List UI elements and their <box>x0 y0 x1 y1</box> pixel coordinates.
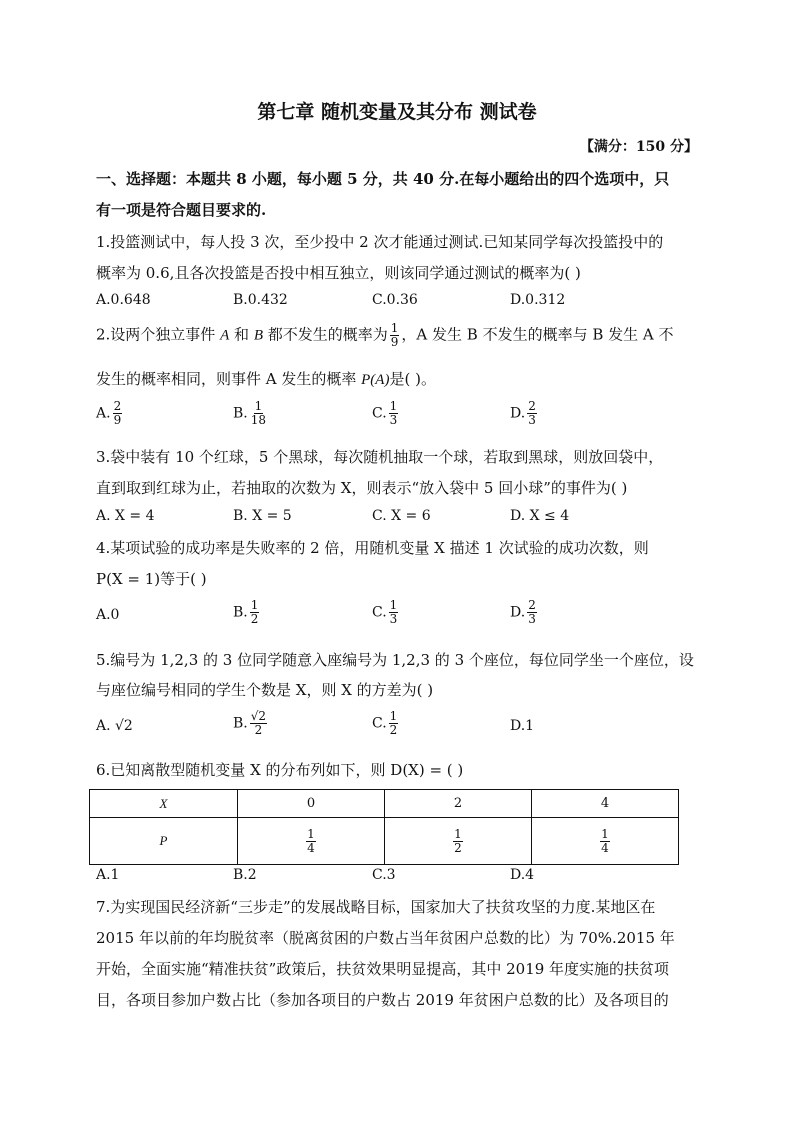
table-cell: 2 <box>385 790 532 818</box>
q3-stem-line1: 3.袋中装有 10 个红球，5 个黑球，每次随机抽取一个球，若取到黑球，则放回袋中， <box>96 448 664 466</box>
q2-stem-line1 <box>96 322 674 349</box>
fraction-denominator: 3 <box>528 612 536 626</box>
option-letter: C. <box>372 405 387 422</box>
q5-option-d: D.1 <box>510 718 535 734</box>
q2-var-a: A <box>220 327 230 344</box>
table-row <box>90 818 679 865</box>
q2-text-pre: 2.设两个独立事件 <box>96 325 221 344</box>
q2-line2-text: 发生的概率相同，则事件 A 发生的概率 <box>96 370 362 388</box>
q2-text-mid2: 都不发生的概率为 <box>262 325 388 344</box>
q2-option-b <box>233 400 269 427</box>
q1-option-a: A.0.648 <box>96 292 151 308</box>
probability-fraction <box>306 828 316 855</box>
q3-stem-line2: 直到取到红球为止，若抽取的次数为 X，则表示“放入袋中 5 回小球”的事件为( ) <box>96 479 628 497</box>
table-cell: 4 <box>532 790 679 818</box>
option-letter: C. <box>372 604 387 621</box>
fraction-denominator: 18 <box>250 413 267 427</box>
option-letter: C. <box>372 715 387 732</box>
fraction-numerator: 1 <box>307 826 315 841</box>
table-header-p: P <box>90 818 238 865</box>
q2-option-d-fraction <box>527 400 537 427</box>
q7-stem-line3: 开始，全面实施“精准扶贫”政策后，扶贫效果明显提高，其中 2019 年度实施的扶贫项 <box>96 960 670 978</box>
option-letter: D. <box>510 604 526 621</box>
q2-option-b-fraction <box>250 400 267 427</box>
fraction-denominator: 3 <box>389 612 398 626</box>
q4-option-a: A.0 <box>96 607 120 623</box>
fraction-numerator: 1 <box>454 826 462 841</box>
q2-stem-line2 <box>96 368 436 389</box>
option-letter: B. <box>233 715 248 732</box>
q4-stem-line1: 4.某项试验的成功率是失败率的 2 倍，用随机变量 X 描述 1 次试验的成功次数，则 <box>96 539 649 557</box>
q7-stem-line2: 2015 年以前的年均脱贫率（脱离贫困的户数占当年贫困户总数的比）为 70%.2015 年 <box>96 929 675 947</box>
option-letter: B. <box>233 604 248 621</box>
q5-option-b <box>233 710 269 737</box>
q3-option-d: D. X ≤ 4 <box>510 508 570 524</box>
fraction-numerator: 2 <box>113 399 122 413</box>
fraction-denominator: 9 <box>390 335 399 349</box>
q2-fraction <box>390 322 400 349</box>
fraction-numerator: 1 <box>389 399 398 413</box>
option-letter: A. <box>96 405 111 422</box>
fraction-numerator: 1 <box>250 598 259 612</box>
table-cell: 0 <box>238 790 385 818</box>
q4-stem-line2: P(X = 1)等于( ) <box>96 570 207 588</box>
q2-var-b: B <box>253 327 263 344</box>
q4-option-b-fraction <box>250 599 260 626</box>
fraction-denominator: 4 <box>601 840 609 855</box>
table-cell <box>238 818 385 865</box>
q3-option-a: A. X = 4 <box>96 508 155 524</box>
q2-text-mid1: 和 <box>229 325 254 344</box>
q6-stem: 6.已知离散型随机变量 X 的分布列如下，则 D(X) = ( ) <box>96 761 464 779</box>
q4-option-d-fraction <box>527 599 537 626</box>
q2-text-post: ，A 发生 B 不发生的概率与 B 发生 A 不 <box>401 325 674 344</box>
fraction-numerator: 1 <box>389 709 398 723</box>
q1-option-b: B.0.432 <box>233 292 288 308</box>
table-cell <box>532 818 679 865</box>
option-letter: D. <box>510 405 526 422</box>
section1-instructions-line1: 一、选择题：本题共 8 小题，每小题 5 分，共 40 分.在每小题给出的四个选项中，只 <box>96 170 670 188</box>
fraction-numerator: 1 <box>390 321 399 335</box>
q2-option-d <box>510 400 539 427</box>
q6-option-a: A.1 <box>96 867 120 883</box>
table-header-x: X <box>90 790 238 818</box>
fraction-denominator: 9 <box>113 413 122 427</box>
q2-option-a <box>96 400 124 427</box>
q6-option-c: C.3 <box>372 867 396 883</box>
q5-option-c-fraction <box>389 710 399 737</box>
table-row <box>90 790 679 818</box>
q2-option-c <box>372 400 400 427</box>
fraction-denominator: 3 <box>389 413 398 427</box>
q4-option-c <box>372 599 400 626</box>
fraction-denominator: 3 <box>528 413 536 427</box>
table-cell <box>385 818 532 865</box>
q7-stem-line4: 目，各项目参加户数占比（参加各项目的户数占 2019 年贫困户总数的比）及各项目的 <box>96 991 669 1009</box>
q2-option-c-fraction <box>389 400 399 427</box>
q5-option-b-fraction <box>250 710 267 737</box>
fraction-numerator: 1 <box>254 399 263 413</box>
fraction-denominator: 2 <box>389 723 398 737</box>
q5-stem-line1: 5.编号为 1,2,3 的 3 位同学随意入座编号为 1,2,3 的 3 个座位，每位同学坐一个座位，设 <box>96 651 694 669</box>
fraction-denominator: 2 <box>254 723 263 737</box>
distribution-table <box>89 789 679 865</box>
fraction-numerator: 1 <box>389 598 398 612</box>
q4-option-c-fraction <box>389 599 399 626</box>
q3-option-b: B. X = 5 <box>233 508 292 524</box>
q4-option-d <box>510 599 539 626</box>
q2-line2-end: 是( )。 <box>389 370 436 388</box>
q6-option-b: B.2 <box>233 867 257 883</box>
q2-option-a-fraction <box>113 400 123 427</box>
q5-stem-line2: 与座位编号相同的学生个数是 X，则 X 的方差为( ) <box>96 681 434 699</box>
fraction-denominator: 2 <box>250 612 259 626</box>
section1-instructions-line2: 有一项是符合题目要求的. <box>96 201 267 219</box>
q3-option-c: C. X = 6 <box>372 508 431 524</box>
q5-option-c <box>372 710 400 737</box>
page-title: 第七章 随机变量及其分布 测试卷 <box>257 101 537 123</box>
fraction-numerator: 2 <box>528 399 536 413</box>
probability-fraction <box>600 828 610 855</box>
fraction-numerator: 2 <box>528 598 536 612</box>
q7-stem-line1: 7.为实现国民经济新“三步走”的发展战略目标，国家加大了扶贫攻坚的力度.某地区在 <box>96 898 656 916</box>
q1-stem-line2: 概率为 0.6,且各次投篮是否投中相互独立，则该同学通过测试的概率为( ) <box>96 264 581 282</box>
q1-stem-line1: 1.投篮测试中，每人投 3 次，至少投中 2 次才能通过测试.已知某同学每次投篮投中的 <box>96 233 664 251</box>
fraction-numerator: 1 <box>601 826 609 841</box>
full-score-label: 【满分：150 分】 <box>579 139 698 155</box>
q4-option-b <box>233 599 261 626</box>
q1-option-d: D.0.312 <box>510 292 566 308</box>
q6-option-d: D.4 <box>510 867 535 883</box>
fraction-denominator: 2 <box>454 840 462 855</box>
q5-option-a: A. √2 <box>96 718 133 734</box>
fraction-denominator: 4 <box>307 840 315 855</box>
q1-option-c: C.0.36 <box>372 292 418 308</box>
probability-fraction <box>453 828 463 855</box>
option-letter: B. <box>233 405 248 422</box>
fraction-numerator: √2 <box>250 709 267 723</box>
q2-pa-expression: P(A) <box>361 372 390 388</box>
